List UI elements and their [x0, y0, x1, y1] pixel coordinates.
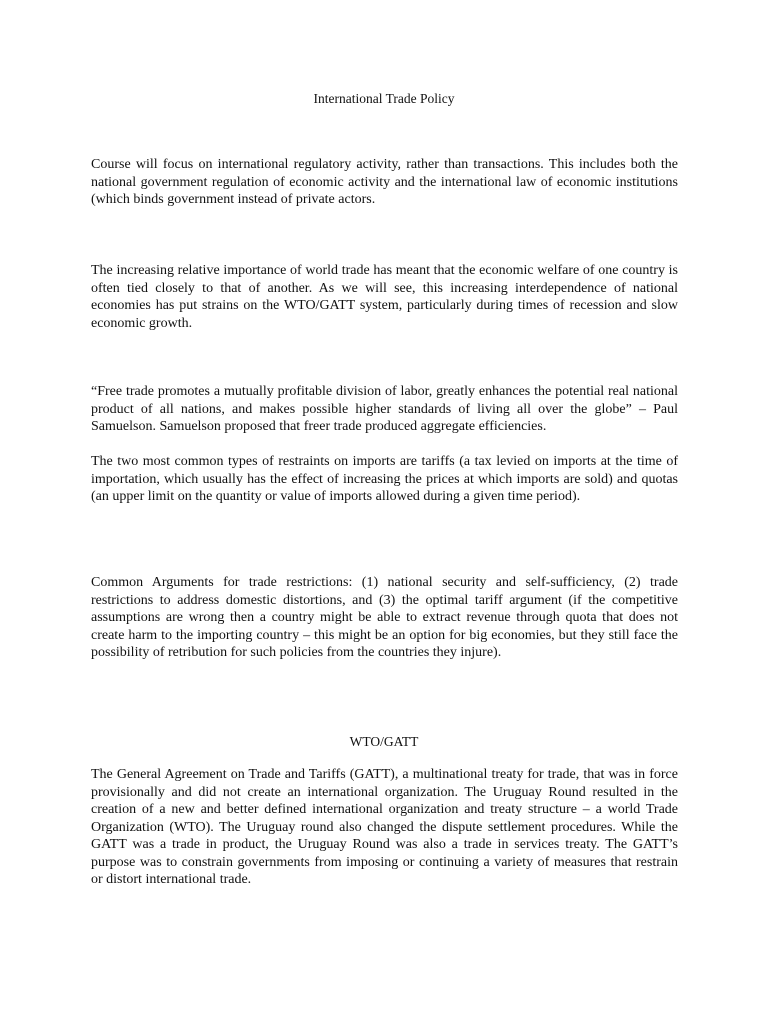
paragraph-world-trade-importance: The increasing relative importance of world trade has meant that the economic welfare of one country is often tied closely to that of another. As we will see, this increasing interdependence of national economies has put strains on the WTO/GATT system, particularly during times of recession and slow economic growth. — [91, 263, 678, 331]
paragraph-import-restraints: The two most common types of restraints on imports are tariffs (a tax levied on imports at the time of importation, which usually has the effect of increasing the prices at which imports are sold) and quotas (an upper limit on the quantity or value of imports allowed during a given time period). — [91, 454, 678, 504]
paragraph-gatt-description: The General Agreement on Trade and Tariffs (GATT), a multinational treaty for trade, that was in force provisionally and did not create an international organization. The Uruguay Round resulted in the creation of a new and better defined international organization and treaty structure – a world Trade Organization (WTO). The Uruguay round also changed the dispute settlement procedures. While the GATT was a trade in product, the Uruguay Round was also a trade in services treaty. The GATT’s purpose was to constrain governments from imposing or continuing a variety of measures that restrain or distort international trade. — [91, 767, 678, 887]
paragraph-trade-restriction-arguments: Common Arguments for trade restrictions: (1) national security and self-sufficiency, (2) trade restrictions to address domestic distortions, and (3) the optimal tariff argument (if the competitive assumptions are wrong then a country might be able to extract revenue through quota that does not create harm to the importing country – this might be an option for big economies, but they still face the possibility of retribution for such policies from the countries they injure). — [91, 575, 678, 660]
document-title: International Trade Policy — [313, 91, 455, 106]
section-heading-wto-gatt: WTO/GATT — [349, 734, 419, 749]
paragraph-course-focus: Course will focus on international regulatory activity, rather than transactions. This includes both the national government regulation of economic activity and the international law of economic institutions (which binds government instead of private actors. — [91, 157, 678, 207]
paragraph-samuelson-quote: “Free trade promotes a mutually profitable division of labor, greatly enhances the potential real national product of all nations, and makes possible higher standards of living all over the globe” – Paul Samuelson. Samuelson proposed that freer trade produced aggregate efficiencies. — [91, 384, 678, 434]
